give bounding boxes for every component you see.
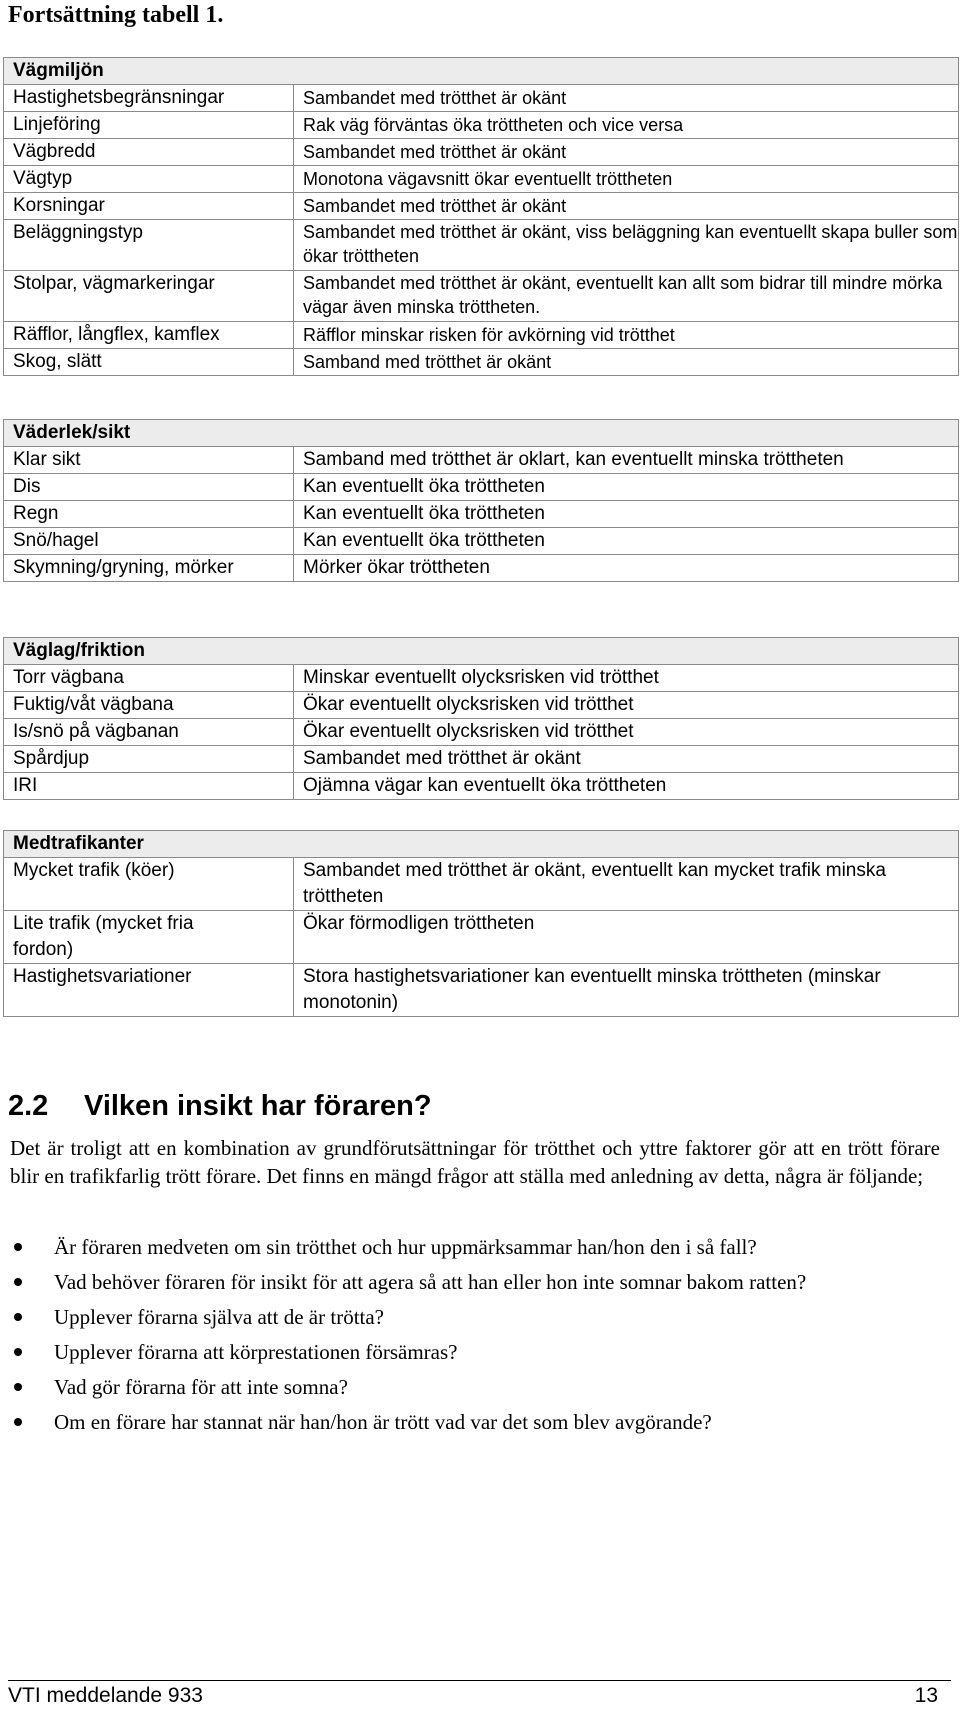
- factor-cell: Vägtyp: [4, 166, 294, 193]
- list-item: Vad gör förarna för att inte somna?: [10, 1373, 940, 1401]
- factor-cell: Klar sikt: [4, 447, 294, 474]
- effect-cell: Sambandet med trötthet är okänt: [294, 193, 959, 220]
- factor-cell: Skymning/gryning, mörker: [4, 555, 294, 582]
- effect-cell: Kan eventuellt öka tröttheten: [294, 501, 959, 528]
- table-vaglag: [3, 637, 959, 800]
- effect-cell: Rak väg förväntas öka tröttheten och vice versa: [294, 112, 959, 139]
- list-item: Upplever förarna att körprestationen försämras?: [10, 1338, 940, 1366]
- table-header-row: [4, 58, 959, 85]
- table-row: [4, 112, 959, 139]
- table-row: [4, 773, 959, 800]
- effect-cell: Sambandet med trötthet är okänt, viss beläggning kan eventuellt skapa buller som ökar tröttheten: [294, 220, 959, 271]
- table-header-row: [4, 638, 959, 665]
- factor-cell: Fuktig/våt vägbana: [4, 692, 294, 719]
- effect-cell: Sambandet med trötthet är okänt, eventuellt kan mycket trafik minska tröttheten: [294, 858, 959, 911]
- question-list: [10, 1233, 940, 1443]
- effect-cell: Ökar eventuellt olycksrisken vid trötthet: [294, 692, 959, 719]
- factor-cell: Skog, slätt: [4, 349, 294, 376]
- table-section-header: Väderlek/sikt: [4, 420, 959, 447]
- effect-cell: Minskar eventuellt olycksrisken vid trötthet: [294, 665, 959, 692]
- page-heading: Fortsättning tabell 1.: [8, 2, 224, 28]
- table-medtrafikanter: [3, 830, 959, 1017]
- factor-cell: Linjeföring: [4, 112, 294, 139]
- factor-cell: Mycket trafik (köer): [4, 858, 294, 911]
- list-item: Vad behöver föraren för insikt för att agera så att han eller hon inte somnar bakom ratten?: [10, 1268, 940, 1296]
- table-row: [4, 501, 959, 528]
- factor-cell: Vägbredd: [4, 139, 294, 166]
- effect-cell: Kan eventuellt öka tröttheten: [294, 474, 959, 501]
- table-row: [4, 858, 959, 911]
- effect-cell: Samband med trötthet är okänt: [294, 349, 959, 376]
- table-row: [4, 692, 959, 719]
- effect-cell: Sambandet med trötthet är okänt, eventuellt kan allt som bidrar till mindre mörka vägar även minska tröttheten.: [294, 271, 959, 322]
- table-header-row: [4, 831, 959, 858]
- section-heading: [8, 1088, 432, 1124]
- table-header-row: [4, 420, 959, 447]
- factor-cell: Regn: [4, 501, 294, 528]
- factor-cell: Spårdjup: [4, 746, 294, 773]
- effect-cell: Ojämna vägar kan eventuellt öka tröttheten: [294, 773, 959, 800]
- bullet-icon: [14, 1313, 22, 1321]
- factor-cell: Stolpar, vägmarkeringar: [4, 271, 294, 322]
- table-vaderlek: [3, 419, 959, 582]
- table-row: [4, 746, 959, 773]
- table-row: [4, 193, 959, 220]
- effect-cell: Ökar eventuellt olycksrisken vid trötthet: [294, 719, 959, 746]
- factor-cell: Hastighetsbegränsningar: [4, 85, 294, 112]
- table-row: [4, 911, 959, 964]
- effect-cell: Sambandet med trötthet är okänt: [294, 746, 959, 773]
- table-row: [4, 139, 959, 166]
- effect-cell: Ökar förmodligen tröttheten: [294, 911, 959, 964]
- table-row: [4, 555, 959, 582]
- section-title-text: Vilken insikt har föraren?: [84, 1090, 432, 1122]
- factor-cell: Hastighetsvariationer: [4, 964, 294, 1017]
- bullet-icon: [14, 1418, 22, 1426]
- page-number: 13: [914, 1684, 938, 1707]
- list-item: Upplever förarna själva att de är trötta?: [10, 1303, 940, 1331]
- table-row: [4, 474, 959, 501]
- footer-publication: VTI meddelande 933: [8, 1684, 203, 1707]
- effect-cell: Mörker ökar tröttheten: [294, 555, 959, 582]
- list-item: Om en förare har stannat när han/hon är trött vad var det som blev avgörande?: [10, 1408, 940, 1436]
- list-item: Är föraren medveten om sin trötthet och hur uppmärksammar han/hon den i så fall?: [10, 1233, 940, 1261]
- footer-divider: [8, 1680, 951, 1681]
- effect-cell: Sambandet med trötthet är okänt: [294, 85, 959, 112]
- factor-cell: Räfflor, långflex, kamflex: [4, 322, 294, 349]
- bullet-icon: [14, 1278, 22, 1286]
- table-row: [4, 719, 959, 746]
- bullet-icon: [14, 1243, 22, 1251]
- effect-cell: Sambandet med trötthet är okänt: [294, 139, 959, 166]
- table-row: [4, 349, 959, 376]
- table-section-header: Vägmiljön: [4, 58, 959, 85]
- factor-cell: Dis: [4, 474, 294, 501]
- effect-cell: Samband med trötthet är oklart, kan eventuellt minska tröttheten: [294, 447, 959, 474]
- factor-cell: Is/snö på vägbanan: [4, 719, 294, 746]
- section-number: 2.2: [8, 1090, 49, 1122]
- factor-cell: Lite trafik (mycket fria fordon): [4, 911, 294, 964]
- bullet-icon: [14, 1348, 22, 1356]
- table-section-header: Väglag/friktion: [4, 638, 959, 665]
- factor-cell: Torr vägbana: [4, 665, 294, 692]
- effect-cell: Kan eventuellt öka tröttheten: [294, 528, 959, 555]
- table-vagmiljon: [3, 57, 959, 376]
- table-row: [4, 447, 959, 474]
- effect-cell: Räfflor minskar risken för avkörning vid trötthet: [294, 322, 959, 349]
- table-row: [4, 964, 959, 1017]
- effect-cell: Monotona vägavsnitt ökar eventuellt tröttheten: [294, 166, 959, 193]
- table-row: [4, 322, 959, 349]
- factor-cell: Beläggningstyp: [4, 220, 294, 271]
- factor-cell: Korsningar: [4, 193, 294, 220]
- bullet-icon: [14, 1383, 22, 1391]
- table-row: [4, 85, 959, 112]
- table-section-header: Medtrafikanter: [4, 831, 959, 858]
- table-row: [4, 271, 959, 322]
- factor-cell: Snö/hagel: [4, 528, 294, 555]
- table-row: [4, 665, 959, 692]
- factor-cell: IRI: [4, 773, 294, 800]
- effect-cell: Stora hastighetsvariationer kan eventuellt minska tröttheten (minskar monotonin): [294, 964, 959, 1017]
- table-row: [4, 166, 959, 193]
- table-row: [4, 528, 959, 555]
- body-paragraph: Det är troligt att en kombination av grundförutsättningar för trötthet och yttre faktorer gör att en trött förare blir en trafikfarlig trött förare. Det finns en mängd frågor att ställa med anledning av detta, några är följande;: [10, 1136, 940, 1188]
- table-row: [4, 220, 959, 271]
